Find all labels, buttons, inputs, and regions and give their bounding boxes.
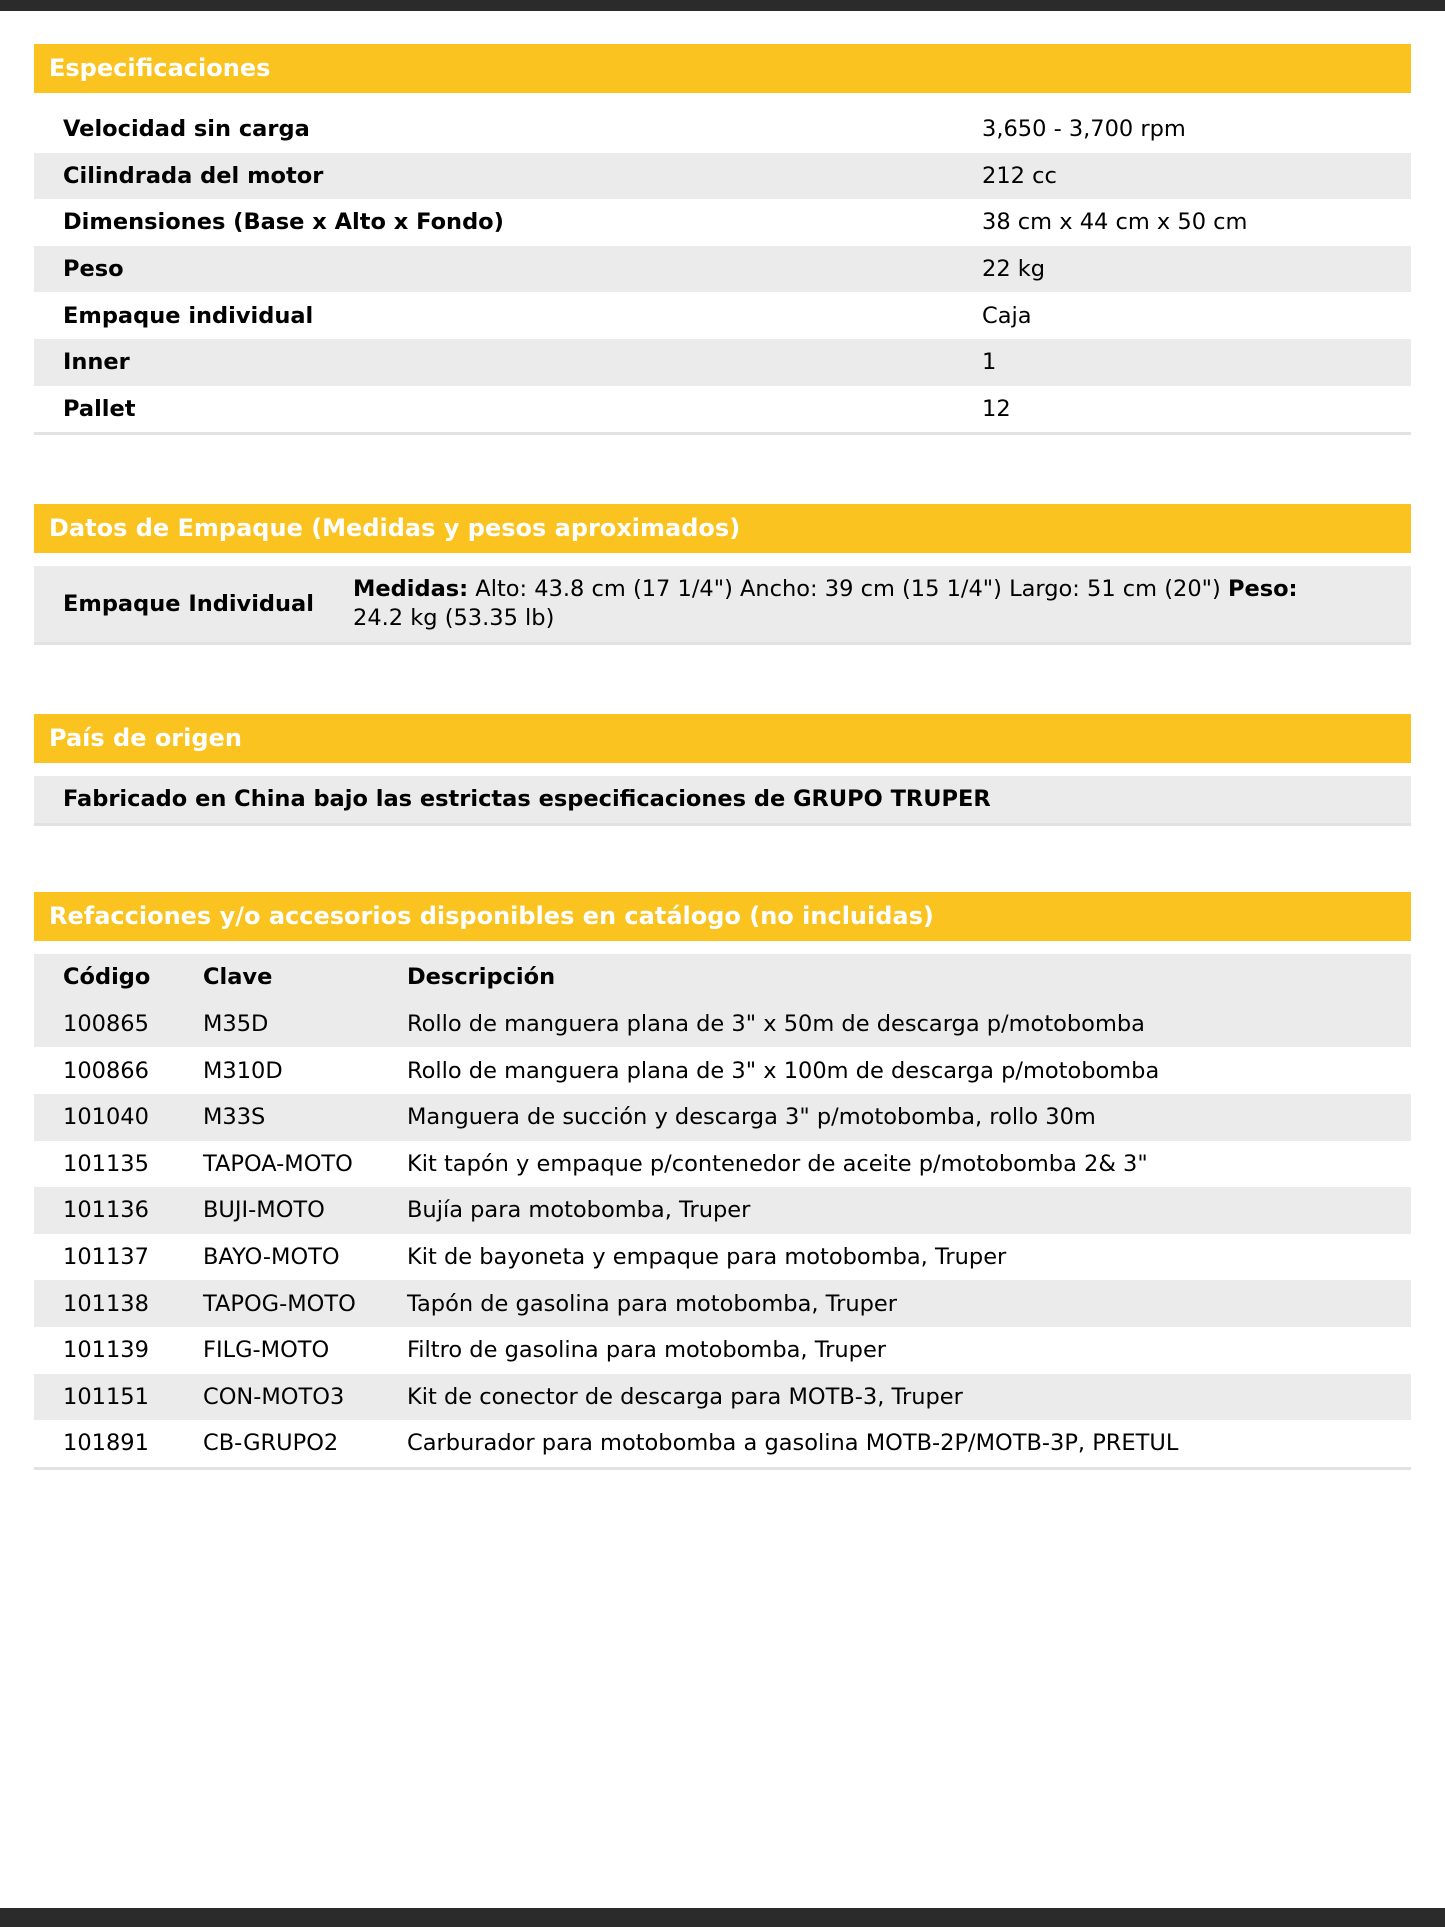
- table-row: [34, 1047, 1411, 1094]
- part-key: BAYO-MOTO: [203, 1244, 340, 1271]
- part-description: Manguera de succión y descarga 3" p/motobomba, rollo 30m: [407, 1104, 1096, 1131]
- part-description: Kit de conector de descarga para MOTB-3, Truper: [407, 1383, 963, 1410]
- spec-value: 212 cc: [982, 162, 1057, 189]
- table-row: [34, 292, 1411, 339]
- part-key: TAPOG-MOTO: [203, 1290, 356, 1317]
- spec-label: Velocidad sin carga: [63, 116, 310, 143]
- specs-title: Especificaciones: [34, 44, 1411, 93]
- peso-value: 24.2 kg (53.35 lb): [353, 605, 555, 632]
- part-key: FILG-MOTO: [203, 1337, 330, 1364]
- part-code: 101151: [63, 1383, 149, 1410]
- spec-label: Dimensiones (Base x Alto x Fondo): [63, 209, 504, 236]
- table-row: [34, 1327, 1411, 1374]
- spec-value: 38 cm x 44 cm x 50 cm: [982, 209, 1248, 236]
- part-description: Kit tapón y empaque p/contenedor de aceite p/motobomba 2& 3": [407, 1150, 1148, 1177]
- packaging-label: Empaque Individual: [63, 591, 314, 618]
- origin-text: Fabricado en China bajo las estrictas especificaciones de GRUPO TRUPER: [34, 776, 1411, 823]
- table-row: [34, 1234, 1411, 1281]
- spec-value: 3,650 - 3,700 rpm: [982, 116, 1186, 143]
- part-code: 101137: [63, 1244, 149, 1271]
- part-description: Rollo de manguera plana de 3" x 100m de descarga p/motobomba: [407, 1057, 1160, 1084]
- part-code: 101138: [63, 1290, 149, 1317]
- specs-table: [34, 106, 1411, 432]
- part-key: BUJI-MOTO: [203, 1197, 325, 1224]
- part-code: 101139: [63, 1337, 149, 1364]
- table-row: [34, 199, 1411, 246]
- part-code: 101040: [63, 1104, 149, 1131]
- parts-title: Refacciones y/o accesorios disponibles en catálogo (no incluidas): [34, 892, 1411, 941]
- part-description: Rollo de manguera plana de 3" x 50m de descarga p/motobomba: [407, 1011, 1145, 1038]
- spec-value: 1: [982, 349, 997, 376]
- part-code: 100865: [63, 1011, 149, 1038]
- table-row: [34, 1420, 1411, 1467]
- medidas-value: Alto: 43.8 cm (17 1/4") Ancho: 39 cm (15 1/4") Largo: 51 cm (20"): [468, 576, 1228, 603]
- part-key: CON-MOTO3: [203, 1383, 345, 1410]
- spec-label: Inner: [63, 349, 130, 376]
- spec-label: Empaque individual: [63, 302, 314, 329]
- part-code: 101136: [63, 1197, 149, 1224]
- packaging-row: [34, 566, 1411, 642]
- table-row: [34, 246, 1411, 293]
- part-key: TAPOA-MOTO: [203, 1150, 353, 1177]
- parts-section: [34, 892, 1411, 1470]
- spec-value: 12: [982, 395, 1011, 422]
- part-description: Tapón de gasolina para motobomba, Truper: [407, 1290, 898, 1317]
- table-row: [34, 106, 1411, 153]
- table-row: [34, 339, 1411, 386]
- part-description: Filtro de gasolina para motobomba, Truper: [407, 1337, 887, 1364]
- table-row: [34, 1001, 1411, 1048]
- spec-value: 22 kg: [982, 256, 1046, 283]
- part-key: M33S: [203, 1104, 266, 1131]
- spec-label: Pallet: [63, 395, 136, 422]
- part-description: Carburador para motobomba a gasolina MOTB-2P/MOTB-3P, PRETUL: [407, 1430, 1179, 1457]
- spec-value: Caja: [982, 302, 1032, 329]
- part-key: M310D: [203, 1057, 283, 1084]
- document-content: [34, 44, 1411, 1470]
- part-description: Kit de bayoneta y empaque para motobomba, Truper: [407, 1244, 1007, 1271]
- column-header-code: Código: [63, 964, 151, 991]
- part-code: 101891: [63, 1430, 149, 1457]
- table-row: [34, 1280, 1411, 1327]
- origin-section: [34, 714, 1411, 826]
- specs-section: [34, 44, 1411, 435]
- packaging-title: Datos de Empaque (Medidas y pesos aproximados): [34, 504, 1411, 553]
- part-key: CB-GRUPO2: [203, 1430, 339, 1457]
- parts-table: [34, 954, 1411, 1467]
- divider: [34, 1467, 1411, 1470]
- table-row: [34, 1141, 1411, 1188]
- bottom-bar: [0, 1908, 1445, 1927]
- column-header-key: Clave: [203, 964, 273, 991]
- part-code: 100866: [63, 1057, 149, 1084]
- origin-title: País de origen: [34, 714, 1411, 763]
- part-key: M35D: [203, 1011, 269, 1038]
- table-row: [34, 1374, 1411, 1421]
- table-row: [34, 386, 1411, 433]
- part-code: 101135: [63, 1150, 149, 1177]
- column-header-description: Descripción: [407, 964, 556, 991]
- part-description: Bujía para motobomba, Truper: [407, 1197, 751, 1224]
- table-header-row: [34, 954, 1411, 1001]
- table-row: [34, 1187, 1411, 1234]
- table-row: [34, 153, 1411, 200]
- spec-label: Peso: [63, 256, 124, 283]
- spec-label: Cilindrada del motor: [63, 162, 324, 189]
- packaging-section: [34, 504, 1411, 645]
- top-bar: [0, 0, 1445, 11]
- table-row: [34, 1094, 1411, 1141]
- peso-label: Peso:: [1227, 576, 1298, 603]
- medidas-label: Medidas:: [353, 576, 469, 603]
- packaging-value: [353, 575, 1411, 633]
